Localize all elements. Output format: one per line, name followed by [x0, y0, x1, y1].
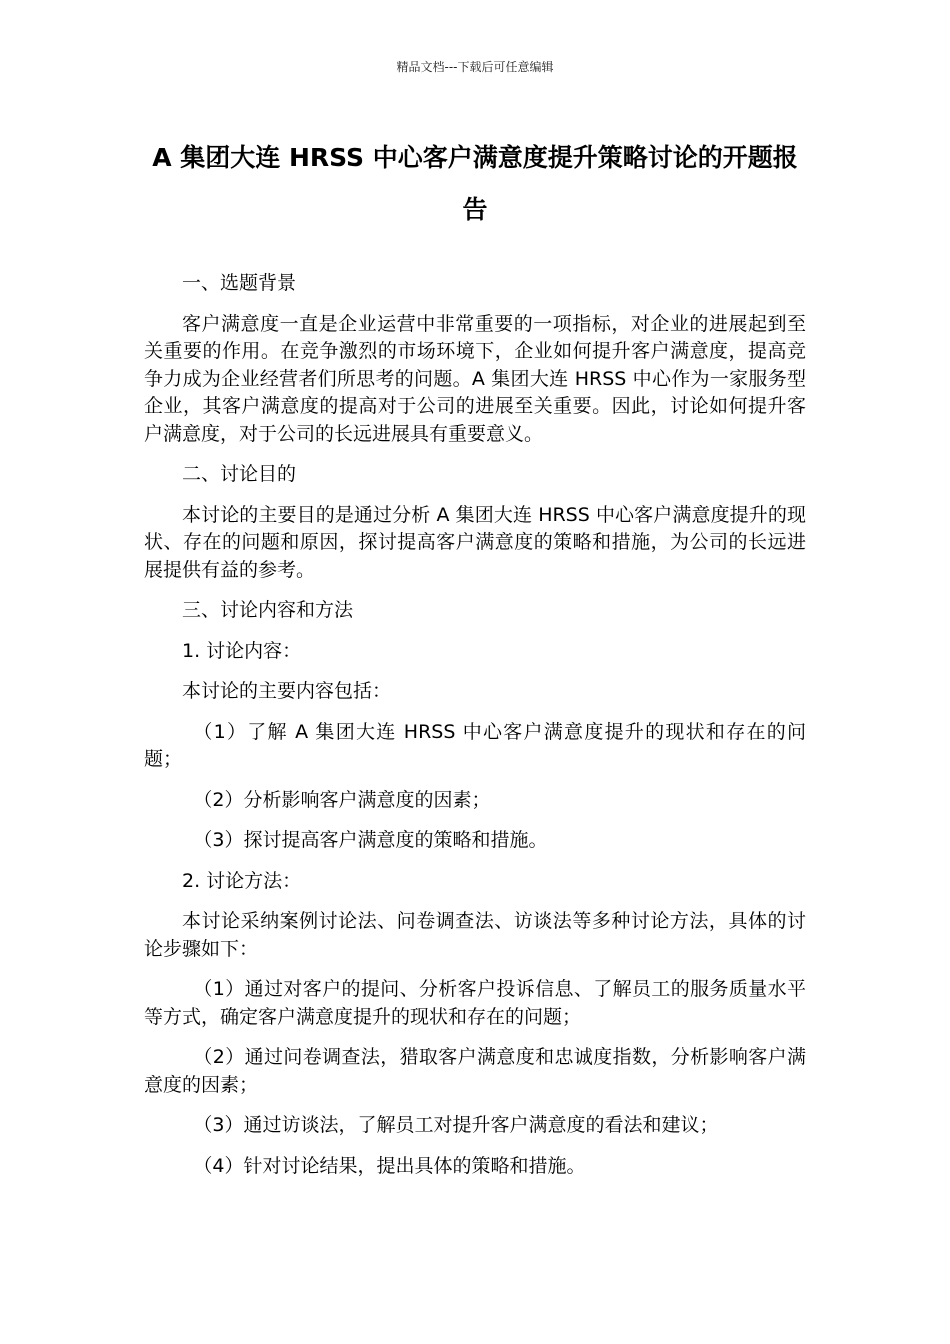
list-item: （3）通过访谈法，了解员工对提升客户满意度的看法和建议； [193, 1114, 719, 1136]
header-note: 精品文档---下载后可任意编辑 [396, 60, 554, 74]
list-item: （2）分析影响客户满意度的因素； [193, 788, 491, 811]
subheading-method: 2. 讨论方法： [182, 869, 302, 892]
document-body [144, 270, 806, 1193]
list-item: （1）了解 A 集团大连 HRSS 中心客户满意度提升的现状和存在的问题； [144, 720, 806, 770]
list-item: （1）通过对客户的提问、分析客户投诉信息、了解员工的服务质量水平等方式，确定客户满意度提升的现状和存在的问题； [144, 978, 806, 1028]
list-item: （4）针对讨论结果，提出具体的策略和措施。 [193, 1154, 586, 1177]
list-item: （2）通过问卷调查法，猎取客户满意度和忠诚度指数，分析影响客户满意度的因素； [144, 1046, 806, 1096]
paragraph-purpose: 本讨论的主要目的是通过分析 A 集团大连 HRSS 中心客户满意度提升的现状、存在的问题和原因，探讨提高客户满意度的策略和措施，为公司的长远进展提供有益的参考。 [144, 503, 806, 581]
section-heading-purpose: 二、讨论目的 [182, 463, 297, 485]
section-heading-content-method: 三、讨论内容和方法 [182, 599, 354, 621]
list-item: （3）探讨提高客户满意度的策略和措施。 [193, 829, 548, 851]
paragraph-method-intro: 本讨论采纳案例讨论法、问卷调查法、访谈法等多种讨论方法，具体的讨论步骤如下： [144, 910, 806, 960]
paragraph-background: 客户满意度一直是企业运营中非常重要的一项指标，对企业的进展起到至关重要的作用。在竞争激烈的市场环境下，企业如何提升客户满意度，提高竞争力成为企业经营者们所思考的问题。A 集团大连 HRSS 中心作为一家服务型企业，其客户满意度的提高对于公司的进展至关重要。因此，讨论如何提升客户满意度，对于公司的长远进展具有重要意义。 [144, 312, 806, 445]
paragraph-content-intro: 本讨论的主要内容包括： [182, 680, 392, 702]
subheading-content: 1. 讨论内容： [182, 639, 302, 662]
document-title: A 集团大连 HRSS 中心客户满意度提升策略讨论的开题报告 [152, 143, 798, 224]
section-heading-background: 一、选题背景 [182, 272, 297, 294]
